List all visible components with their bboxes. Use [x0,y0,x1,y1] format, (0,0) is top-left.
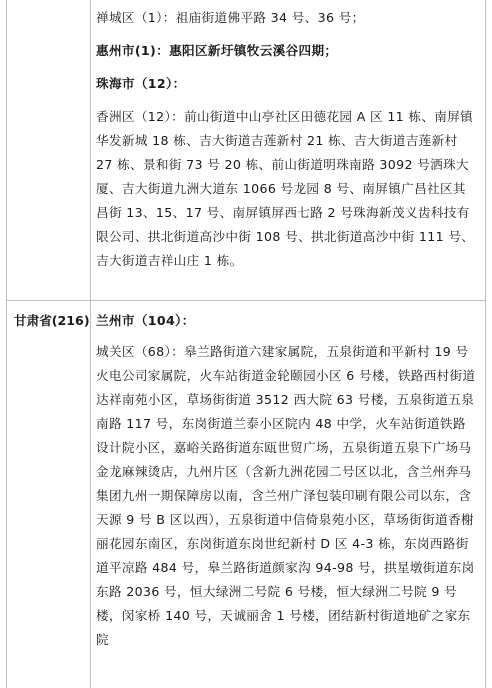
paragraph-chancheng: 禅城区（1）：祖庙街道佛平路 34 号、36 号； [96,10,365,25]
column-divider [90,0,91,688]
section-b-cell [96,309,476,652]
row-divider [7,300,485,301]
paragraph-xiangzhou: 香洲区（12）：前山街道中山亭社区田德花园 A 区 11 栋、南屏镇华发新城 18 栋、吉大街道吉莲新村 21 栋、吉大街道吉莲新村 27 栋、景和街 73 号 20 栋、前山街道明珠南路 3092 号洒珠大厦、吉大街道九洲大道东 1066 号龙园 8 号、南屏镇广昌社区其昌街 13、15、17 号、南屏镇屏西七路 2 号珠海新茂义齿科技有限公司、拱北街道高沙中街 108 号、拱北街道高沙中街 111 号、吉大街道吉祥山庄 1 栋。 [96,109,475,268]
paragraph-huizhou: 惠州市(1)：惠阳区新圩镇牧云溪谷四期； [96,43,338,58]
paragraph-chengguan: 城关区（68）：皋兰路街道六建家属院，五泉街道和平新村 19 号火电公司家属院，火车站街道金轮颐园小区 6 号楼，铁路西村街道达祥南苑小区，草场街街道 3512 西大院 63 号楼，五泉街道五泉南路 117 号，东岗街道兰泰小区院内 48 中学，火车站街道铁路设计院小区，嘉峪关路街道东瓯世贸广场，五泉街道五泉下广场马金龙麻辣烫店，九州片区（含新九洲花园二号区以北，含兰州奔马集团九州一期保障房以南，含兰州广泽包装印刷有限公司以东，含天源 9 号 B 区以西），五泉街道中信倚泉苑小区，草场街街道香榭丽花园东南区，东岗街道东岗世纪新村 D 区 4-3 栋，东岗西路街道平凉路 484 号，皋兰路街道颜家沟 94-98 号，拱星墩街道东岗东路 2036 号，恒大绿洲二号院 6 号楼，恒大绿洲二号院 9 号楼，闵家桥 140 号，天诚丽舍 1 号楼，团结新村街道地矿之家东院 [96,344,476,647]
paragraph-zhuhai-heading: 珠海市（12）： [96,76,186,91]
section-a-cell [96,6,476,273]
province-label: 甘肃省(216) [14,313,90,328]
city-heading-lanzhou: 兰州市（104）： [96,313,195,328]
